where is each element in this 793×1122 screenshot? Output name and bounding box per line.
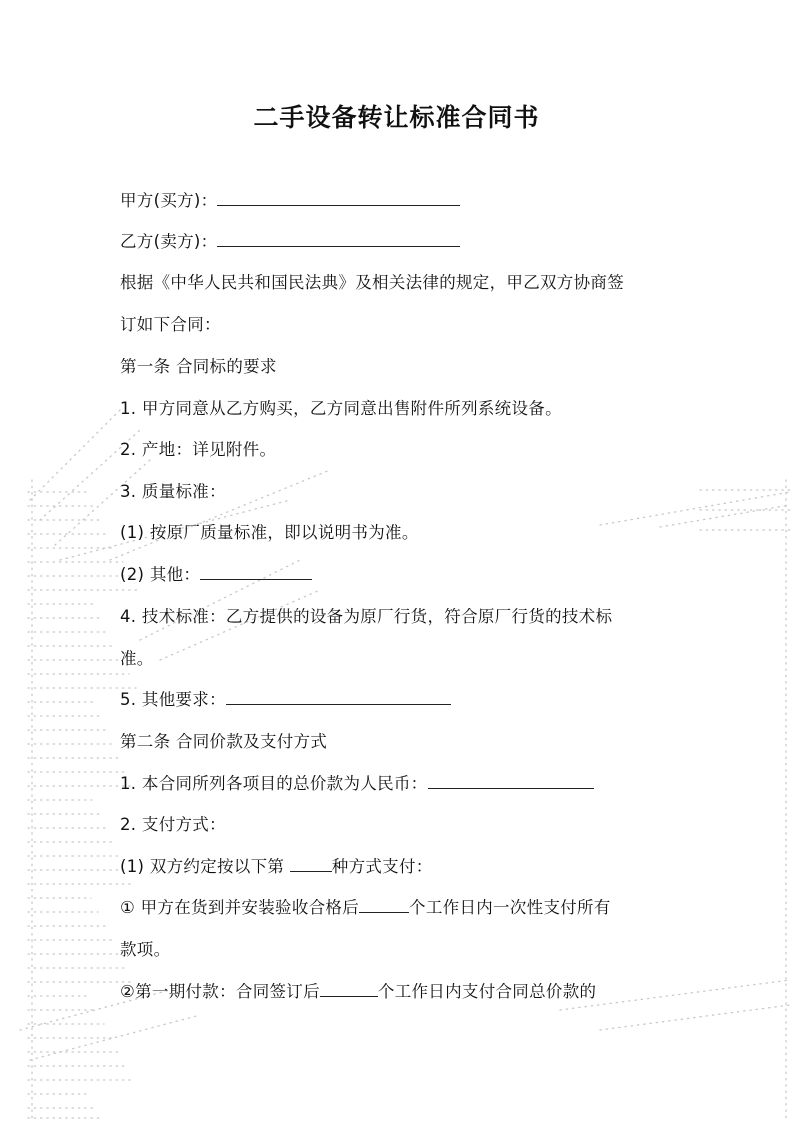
- article-1-item-2: 2. 产地：详见附件。: [120, 440, 277, 459]
- article-1-item-5: [120, 689, 451, 711]
- intro-line-1: 根据《中华人民共和国民法典》及相关法律的规定，甲乙双方协商签: [120, 273, 624, 292]
- article-1-item-1: 1. 甲方同意从乙方购买，乙方同意出售附件所列系统设备。: [120, 399, 562, 418]
- option-1-pre: ① 甲方在货到并安装验收合格后: [120, 898, 360, 917]
- article-2-item-1: [120, 773, 594, 795]
- option-1-post: 个工作日内一次性支付所有: [409, 898, 611, 917]
- other-requirements-blank[interactable]: [226, 689, 451, 705]
- article-1-item-3-sub-2: [120, 564, 312, 586]
- party-a-line: [120, 190, 460, 212]
- party-b-line: [120, 231, 460, 253]
- other-label: (2) 其他：: [120, 565, 201, 584]
- payment-option-2: [120, 981, 596, 1003]
- other-blank[interactable]: [200, 564, 312, 580]
- party-a-blank[interactable]: [217, 190, 460, 206]
- payment-choice-pre: (1) 双方约定按以下第: [120, 857, 290, 876]
- other-requirements-label: 5. 其他要求：: [120, 690, 226, 709]
- article-1-heading: 第一条 合同标的要求: [120, 357, 277, 376]
- article-1-item-3: 3. 质量标准：: [120, 482, 226, 501]
- article-1-item-4-line-1: 4. 技术标准：乙方提供的设备为原厂行货，符合原厂行货的技术标: [120, 607, 613, 626]
- payment-choice-post: 种方式支付：: [331, 857, 433, 876]
- document-title: 二手设备转让标准合同书: [253, 103, 540, 132]
- article-1-item-3-sub-1: (1) 按原厂质量标准，即以说明书为准。: [120, 523, 419, 542]
- payment-choice-blank[interactable]: [290, 856, 332, 872]
- option-2-post: 个工作日内支付合同总价款的: [377, 982, 597, 1001]
- article-2-heading: 第二条 合同价款及支付方式: [120, 732, 328, 751]
- option-2-pre: ②第一期付款：合同签订后: [120, 982, 320, 1001]
- total-price-blank[interactable]: [428, 773, 594, 789]
- party-a-label: 甲方(买方)：: [120, 191, 218, 210]
- article-1-item-4-line-2: 准。: [120, 649, 154, 668]
- payment-option-1-line-1: [120, 897, 611, 919]
- option-1-days-blank[interactable]: [359, 897, 409, 913]
- option-2-days-blank[interactable]: [320, 981, 378, 997]
- payment-option-1-line-2: 款项。: [120, 940, 171, 959]
- party-b-blank[interactable]: [217, 231, 460, 247]
- article-2-sub-1: [120, 856, 433, 878]
- intro-line-2: 订如下合同：: [120, 315, 221, 334]
- total-price-label: 1. 本合同所列各项目的总价款为人民币：: [120, 774, 428, 793]
- article-2-item-2: 2. 支付方式：: [120, 815, 226, 834]
- party-b-label: 乙方(卖方)：: [120, 232, 218, 251]
